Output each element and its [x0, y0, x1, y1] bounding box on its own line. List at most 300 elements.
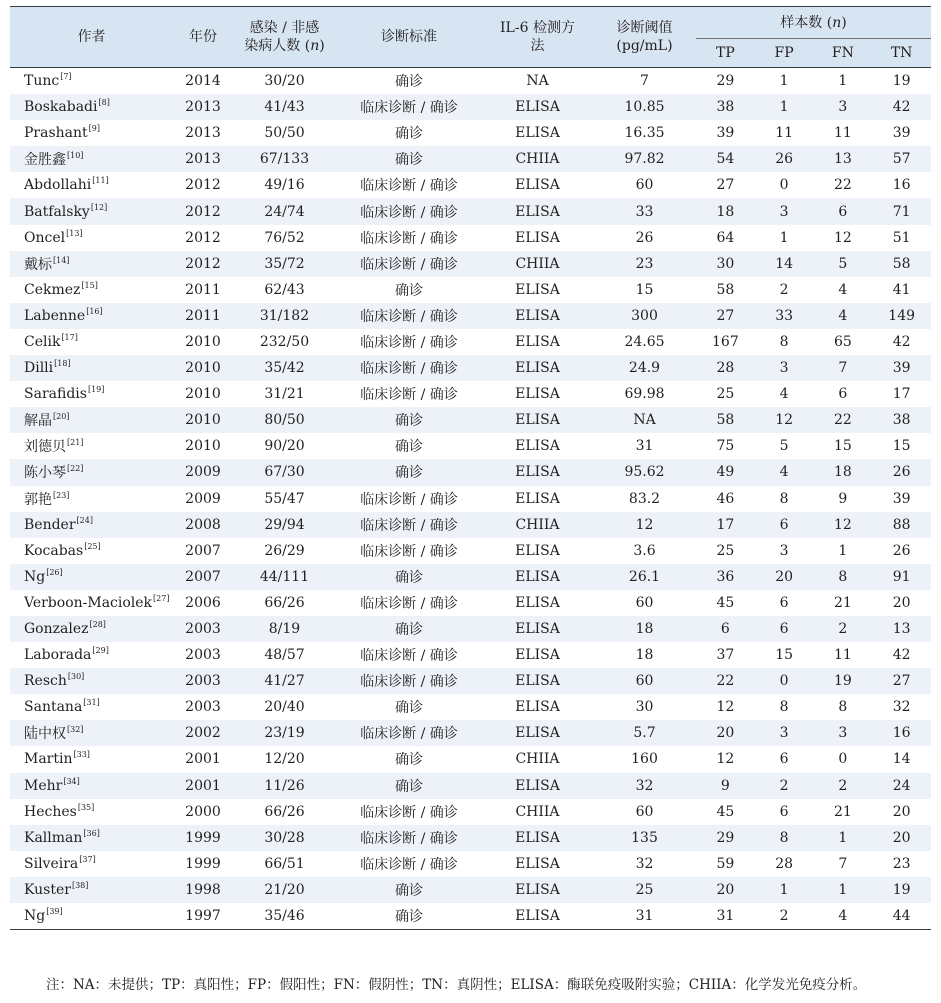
author-name: 解晶: [24, 413, 52, 430]
threshold-cell: 69.98: [624, 386, 665, 403]
author-name: 金胜鑫: [24, 152, 66, 169]
header-criteria: 诊断标准: [336, 7, 482, 68]
table-row: [10, 851, 931, 877]
year-cell: 1997: [173, 903, 233, 930]
fn-cell: 18: [814, 459, 873, 485]
author-name: Sarafidis: [24, 386, 87, 403]
method-cell: ELISA: [482, 668, 593, 694]
patient-count-cell: 55/47: [264, 490, 305, 507]
author-cell: [10, 407, 173, 433]
fn-cell: 2: [814, 616, 873, 642]
header-author: 作者: [10, 7, 173, 68]
fp-cell: 3: [755, 720, 814, 746]
author-cell: [10, 172, 173, 198]
fn-cell: 22: [833, 177, 852, 194]
table-row: [10, 799, 931, 825]
fn-cell: 13: [814, 146, 873, 172]
reference-number: [20]: [53, 412, 70, 422]
table-row: [10, 720, 931, 746]
fp-cell: 20: [755, 564, 814, 590]
fn-cell: 5: [814, 251, 873, 277]
header-tp: TP: [696, 39, 755, 68]
author-cell: [10, 877, 173, 903]
table-row: [10, 225, 931, 251]
author-name: Abdollahi: [24, 177, 92, 194]
table-row: [10, 773, 931, 799]
reference-number: [10]: [67, 151, 84, 161]
fp-cell: 6: [755, 616, 814, 642]
reference-number: [32]: [67, 725, 84, 735]
fn-cell: 7: [838, 855, 848, 872]
author-cell: [10, 903, 173, 930]
header-patient-count-n: n: [310, 38, 320, 54]
tn-cell: 19: [872, 877, 931, 903]
tp-cell: 6: [696, 616, 755, 642]
table-row: [10, 68, 931, 95]
author-cell: [10, 486, 173, 512]
year-cell: 1998: [173, 877, 233, 903]
author-name: Cekmez: [24, 281, 81, 298]
method-cell: ELISA: [482, 198, 593, 224]
threshold-cell: 33: [593, 198, 696, 224]
author-cell: [10, 68, 173, 95]
tn-cell: 39: [892, 125, 911, 142]
author-cell: [10, 616, 173, 642]
criteria-cell: 临床诊断 / 确诊: [336, 512, 482, 538]
tp-cell: 31: [696, 903, 755, 930]
author-name: Bender: [24, 516, 76, 533]
tp-cell: 22: [696, 668, 755, 694]
author-cell: [10, 459, 173, 485]
year-cell: 2002: [173, 720, 233, 746]
table-row: [10, 668, 931, 694]
tn-cell: 88: [872, 512, 931, 538]
author-cell: [10, 433, 173, 459]
fn-cell: 15: [833, 438, 852, 455]
criteria-cell: 临床诊断 / 确诊: [360, 595, 458, 612]
tn-cell: 42: [892, 333, 911, 350]
criteria-cell: 确诊: [336, 903, 482, 930]
tn-cell: 26: [872, 459, 931, 485]
year-cell: 2001: [185, 751, 221, 768]
method-cell: NA: [526, 73, 549, 90]
year-cell: 2010: [185, 333, 221, 350]
table-row: [10, 94, 931, 120]
method-cell: CHIIA: [482, 251, 593, 277]
fn-cell: 7: [814, 355, 873, 381]
fn-cell: 8: [838, 699, 848, 716]
tn-cell: 39: [872, 355, 931, 381]
criteria-cell: 确诊: [395, 126, 423, 143]
header-threshold-line1: 诊断阈值: [616, 20, 673, 36]
reference-number: [12]: [90, 202, 108, 212]
tp-cell: 54: [696, 146, 755, 172]
threshold-cell: 16.35: [624, 125, 665, 142]
header-fn: FN: [814, 39, 873, 68]
fp-cell: 3: [755, 355, 814, 381]
patient-count-cell: 35/72: [233, 251, 336, 277]
threshold-cell: 60: [635, 594, 654, 611]
year-cell: 2003: [173, 616, 233, 642]
tn-cell: 23: [892, 855, 911, 872]
tp-cell: 167: [712, 333, 739, 350]
fp-cell: 2: [755, 773, 814, 799]
author-name: Labenne: [24, 307, 86, 324]
table-row: [10, 329, 931, 355]
author-cell: [10, 329, 173, 355]
tn-cell: 51: [892, 229, 911, 246]
header-method-line1: IL-6 检测方: [500, 20, 575, 36]
year-cell: 2007: [185, 542, 221, 559]
tp-cell: 29: [696, 825, 755, 851]
criteria-cell: 确诊: [395, 752, 423, 769]
fp-cell: 15: [775, 647, 794, 664]
header-tn: TN: [872, 39, 931, 68]
patient-count-cell: 76/52: [264, 229, 305, 246]
patient-count-cell: 24/74: [233, 198, 336, 224]
fp-cell: 1: [755, 94, 814, 120]
patient-count-cell: 41/43: [233, 94, 336, 120]
fp-cell: 0: [779, 177, 789, 194]
patient-count-cell: 49/16: [264, 177, 305, 194]
tn-cell: 20: [872, 825, 931, 851]
method-cell: ELISA: [515, 125, 560, 142]
threshold-cell: 300: [593, 303, 696, 329]
table-row: [10, 251, 931, 277]
header-year: 年份: [173, 7, 233, 68]
patient-count-cell: 41/27: [233, 668, 336, 694]
method-cell: ELISA: [482, 564, 593, 590]
author-cell: [10, 825, 173, 851]
method-cell: ELISA: [482, 407, 593, 433]
fn-cell: 6: [814, 198, 873, 224]
header-patient-count-close: ): [319, 38, 325, 54]
tp-cell: 58: [716, 281, 735, 298]
table-row: [10, 590, 931, 616]
criteria-cell: 确诊: [395, 282, 423, 299]
tp-cell: 38: [696, 94, 755, 120]
reference-number: [27]: [153, 593, 170, 603]
method-cell: ELISA: [515, 229, 560, 246]
tn-cell: 24: [872, 773, 931, 799]
author-name: 陆中权: [24, 726, 66, 743]
patient-count-cell: 12/20: [264, 751, 305, 768]
method-cell: ELISA: [482, 616, 593, 642]
header-sample-n: n: [832, 14, 842, 31]
tn-cell: 20: [892, 594, 911, 611]
reference-number: [14]: [53, 255, 70, 265]
author-name: Silveira: [24, 855, 79, 872]
reference-number: [21]: [67, 438, 84, 448]
author-name: Oncel: [24, 229, 66, 246]
table-row: [10, 433, 931, 459]
tn-cell: 14: [892, 751, 911, 768]
year-cell: 2012: [185, 177, 221, 194]
tp-cell: 25: [716, 386, 735, 403]
table-row: [10, 303, 931, 329]
reference-number: [33]: [73, 750, 90, 760]
threshold-cell: 60: [593, 668, 696, 694]
reference-number: [9]: [88, 124, 100, 134]
fp-cell: 1: [779, 229, 789, 246]
year-cell: 2013: [185, 125, 221, 142]
method-cell: ELISA: [482, 773, 593, 799]
fp-cell: 6: [779, 594, 789, 611]
method-cell: ELISA: [515, 177, 560, 194]
reference-number: [16]: [86, 306, 103, 316]
fn-cell: 8: [814, 564, 873, 590]
tn-cell: 16: [872, 720, 931, 746]
author-name: 陈小琴: [24, 465, 66, 482]
author-name: Ng: [24, 908, 46, 925]
tp-cell: 30: [696, 251, 755, 277]
header-patient-count-line2: 染病人数 (: [244, 38, 311, 54]
author-name: Verboon-Maciolek: [24, 594, 153, 611]
fn-cell: 2: [814, 773, 873, 799]
year-cell: 1999: [185, 855, 221, 872]
criteria-cell: 临床诊断 / 确诊: [360, 648, 458, 665]
reference-number: [30]: [67, 672, 85, 682]
author-cell: [10, 381, 173, 407]
reference-number: [22]: [67, 464, 84, 474]
table-row: [10, 355, 931, 381]
tp-cell: 25: [716, 542, 735, 559]
reference-number: [39]: [46, 907, 63, 917]
fn-cell: 19: [814, 668, 873, 694]
table-row: [10, 381, 931, 407]
table-row: [10, 198, 931, 224]
method-cell: ELISA: [482, 459, 593, 485]
fn-cell: 4: [814, 903, 873, 930]
author-name: Ng: [24, 568, 46, 585]
fp-cell: 3: [779, 542, 789, 559]
author-name: 刘德贝: [24, 439, 66, 456]
author-cell: [10, 120, 173, 146]
criteria-cell: 确诊: [395, 439, 423, 456]
method-cell: ELISA: [515, 386, 560, 403]
header-threshold: [593, 7, 696, 68]
criteria-cell: 临床诊断 / 确诊: [360, 804, 458, 821]
patient-count-cell: 30/28: [233, 825, 336, 851]
criteria-cell: 临床诊断 / 确诊: [360, 491, 458, 508]
method-cell: ELISA: [482, 720, 593, 746]
year-cell: 2010: [185, 438, 221, 455]
author-cell: [10, 355, 173, 381]
tp-cell: 20: [696, 877, 755, 903]
threshold-cell: NA: [593, 407, 696, 433]
reference-number: [7]: [60, 72, 72, 82]
method-cell: ELISA: [482, 877, 593, 903]
reference-number: [24]: [76, 515, 93, 525]
criteria-cell: 确诊: [395, 74, 423, 91]
threshold-cell: 31: [593, 903, 696, 930]
author-cell: [10, 146, 173, 172]
fp-cell: 14: [755, 251, 814, 277]
table-row: [10, 512, 931, 538]
fn-cell: 21: [833, 803, 852, 820]
year-cell: 2011: [173, 303, 233, 329]
tp-cell: 17: [696, 512, 755, 538]
year-cell: 2012: [185, 229, 221, 246]
author-cell: [10, 198, 173, 224]
author-cell: [10, 538, 173, 564]
table-row: [10, 407, 931, 433]
criteria-cell: 临床诊断 / 确诊: [336, 94, 482, 120]
author-name: Heches: [24, 803, 77, 820]
patient-count-cell: 35/46: [233, 903, 336, 930]
threshold-cell: 95.62: [593, 459, 696, 485]
author-name: 郭艳: [24, 491, 52, 508]
tp-cell: 12: [716, 699, 735, 716]
threshold-cell: 135: [593, 825, 696, 851]
fn-cell: 4: [838, 281, 848, 298]
tp-cell: 18: [696, 198, 755, 224]
tn-cell: 26: [892, 542, 911, 559]
patient-count-cell: 31/182: [233, 303, 336, 329]
header-sample-label: 样本数 (: [780, 14, 833, 31]
patient-count-cell: 29/94: [233, 512, 336, 538]
criteria-cell: 临床诊断 / 确诊: [360, 543, 458, 560]
fn-cell: 4: [814, 303, 873, 329]
tn-cell: 41: [892, 281, 911, 298]
reference-number: [36]: [83, 828, 100, 838]
fn-cell: 1: [814, 825, 873, 851]
criteria-cell: 临床诊断 / 确诊: [360, 334, 458, 351]
reference-number: [13]: [66, 228, 83, 238]
year-cell: 2003: [173, 668, 233, 694]
patient-count-cell: 35/42: [233, 355, 336, 381]
tn-cell: 38: [872, 407, 931, 433]
reference-number: [28]: [89, 620, 106, 630]
fn-cell: 65: [833, 333, 852, 350]
author-cell: [10, 799, 173, 825]
author-name: 戴标: [24, 256, 52, 273]
threshold-cell: 15: [635, 281, 654, 298]
method-cell: ELISA: [515, 855, 560, 872]
author-name: Celik: [24, 333, 61, 350]
fn-cell: 9: [838, 490, 848, 507]
tn-cell: 42: [892, 647, 911, 664]
method-cell: ELISA: [482, 94, 593, 120]
method-cell: ELISA: [482, 903, 593, 930]
threshold-cell: 7: [640, 73, 649, 90]
criteria-cell: 确诊: [336, 459, 482, 485]
tn-cell: 149: [872, 303, 931, 329]
tp-cell: 20: [696, 720, 755, 746]
threshold-cell: 60: [635, 803, 654, 820]
author-cell: [10, 303, 173, 329]
method-cell: CHIIA: [482, 512, 593, 538]
author-name: Santana: [24, 699, 83, 716]
fp-cell: 8: [779, 333, 789, 350]
tn-cell: 57: [872, 146, 931, 172]
tn-cell: 19: [892, 73, 911, 90]
fp-cell: 33: [755, 303, 814, 329]
author-cell: [10, 564, 173, 590]
threshold-cell: 24.65: [624, 333, 665, 350]
patient-count-cell: 30/20: [264, 73, 305, 90]
table-row: [10, 694, 931, 720]
patient-count-cell: 20/40: [264, 699, 305, 716]
reference-number: [19]: [87, 385, 105, 395]
year-cell: 2008: [173, 512, 233, 538]
fp-cell: 4: [779, 386, 789, 403]
method-cell: ELISA: [515, 647, 560, 664]
fp-cell: 8: [779, 490, 789, 507]
table-row: [10, 459, 931, 485]
tn-cell: 44: [872, 903, 931, 930]
year-cell: 2003: [185, 647, 221, 664]
reference-number: [8]: [98, 98, 110, 108]
fn-cell: 11: [833, 125, 852, 142]
fp-cell: 1: [779, 73, 789, 90]
header-threshold-line2: (pg/mL): [616, 38, 673, 54]
reference-number: [26]: [46, 567, 63, 577]
method-cell: ELISA: [515, 333, 560, 350]
fp-cell: 2: [755, 903, 814, 930]
reference-number: [11]: [92, 176, 109, 186]
author-name: Prashant: [24, 125, 88, 142]
reference-number: [15]: [81, 280, 98, 290]
table-row: [10, 277, 931, 303]
patient-count-cell: 62/43: [264, 281, 305, 298]
tn-cell: 27: [872, 668, 931, 694]
criteria-cell: 临床诊断 / 确诊: [336, 251, 482, 277]
tp-cell: 28: [696, 355, 755, 381]
tp-cell: 64: [716, 229, 735, 246]
patient-count-cell: 66/51: [264, 855, 305, 872]
tp-cell: 27: [696, 303, 755, 329]
fn-cell: 12: [814, 512, 873, 538]
criteria-cell: 临床诊断 / 确诊: [360, 230, 458, 247]
patient-count-cell: 232/50: [259, 333, 310, 350]
method-cell: ELISA: [482, 355, 593, 381]
tn-cell: 15: [892, 438, 911, 455]
fp-cell: 26: [755, 146, 814, 172]
tn-cell: 13: [872, 616, 931, 642]
reference-number: [31]: [83, 698, 100, 708]
criteria-cell: 确诊: [336, 564, 482, 590]
tn-cell: 17: [892, 386, 911, 403]
author-name: Gonzalez: [24, 621, 89, 638]
patient-count-cell: 66/26: [264, 594, 305, 611]
method-cell: ELISA: [515, 438, 560, 455]
year-cell: 2010: [185, 386, 221, 403]
author-cell: [10, 720, 173, 746]
author-name: Tunc: [24, 73, 60, 90]
method-cell: CHIIA: [515, 803, 560, 820]
author-name: Kuster: [24, 881, 71, 898]
fp-cell: 4: [755, 459, 814, 485]
table-body: [10, 68, 931, 930]
threshold-cell: 18: [635, 647, 654, 664]
tn-cell: 16: [892, 177, 911, 194]
author-name: Boskabadi: [24, 99, 98, 116]
tp-cell: 75: [716, 438, 735, 455]
table-row: [10, 564, 931, 590]
year-cell: 2006: [185, 594, 221, 611]
tp-cell: 45: [716, 594, 735, 611]
criteria-cell: 临床诊断 / 确诊: [360, 856, 458, 873]
author-name: Kallman: [24, 829, 83, 846]
method-cell: ELISA: [515, 542, 560, 559]
threshold-cell: 24.9: [593, 355, 696, 381]
author-name: Laborada: [24, 647, 92, 664]
criteria-cell: 确诊: [395, 700, 423, 717]
author-cell: [10, 512, 173, 538]
tp-cell: 49: [696, 459, 755, 485]
tn-cell: 32: [892, 699, 911, 716]
